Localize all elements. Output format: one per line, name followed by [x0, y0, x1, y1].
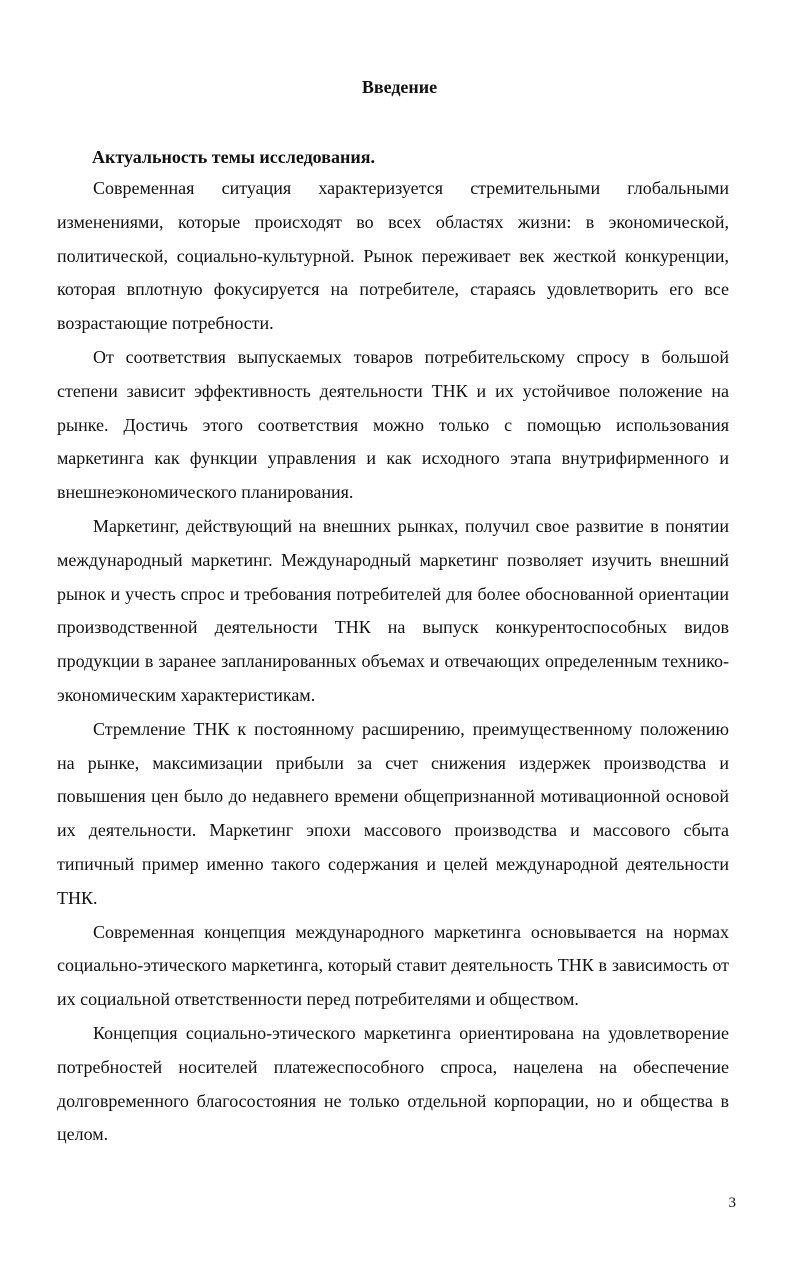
- paragraph: Стремление ТНК к постоянному расширению, преимущественному положению на рынке, максимизации прибыли за счет снижения издержек производства и повышения цен было до недавнего времени общепризнанной мотивационной основой их деятельности. Маркетинг эпохи массового производства и массового сбыта типичный пример именно такого содержания и целей международной деятельности ТНК.: [57, 718, 729, 908]
- document-title: Введение: [361, 77, 438, 97]
- page-number: 3: [728, 1195, 736, 1211]
- section-heading: Актуальность темы исследования.: [92, 147, 375, 167]
- paragraph: Маркетинг, действующий на внешних рынках, получил свое развитие в понятии международный маркетинг. Международный маркетинг позволяет изучить внешний рынок и учесть спрос и требования потребителей для более обоснованной ориентации производственной деятельности ТНК на выпуск конкурентоспособных видов продукции в заранее запланированных объемах и отвечающих определенным технико-экономическим характеристикам.: [57, 515, 729, 705]
- paragraph: От соответствия выпускаемых товаров потребительскому спросу в большой степени зависит эффективность деятельности ТНК и их устойчивое положение на рынке. Достичь этого соответствия можно только с помощью использования маркетинга как функции управления и как исходного этапа внутрифирменного и внешнеэкономического планирования.: [57, 346, 729, 503]
- paragraph: Концепция социально-этического маркетинга ориентирована на удовлетворение потребностей носителей платежеспособного спроса, нацелена на обеспечение долговременного благосостояния не только отдельной корпорации, но и общества в целом.: [57, 1022, 729, 1145]
- paragraph: Современная ситуация характеризуется стремительными глобальными изменениями, которые происходят во всех областях жизни: в экономической, политической, социально-культурной. Рынок переживает век жесткой конкуренции, которая вплотную фокусируется на потребителе, стараясь удовлетворить его все возрастающие потребности.: [57, 178, 729, 334]
- paragraph: Современная концепция международного маркетинга основывается на нормах социально-этического маркетинга, который ставит деятельность ТНК в зависимость от их социальной ответственности перед потребителями и обществом.: [57, 921, 729, 1010]
- body-text: [57, 172, 729, 1152]
